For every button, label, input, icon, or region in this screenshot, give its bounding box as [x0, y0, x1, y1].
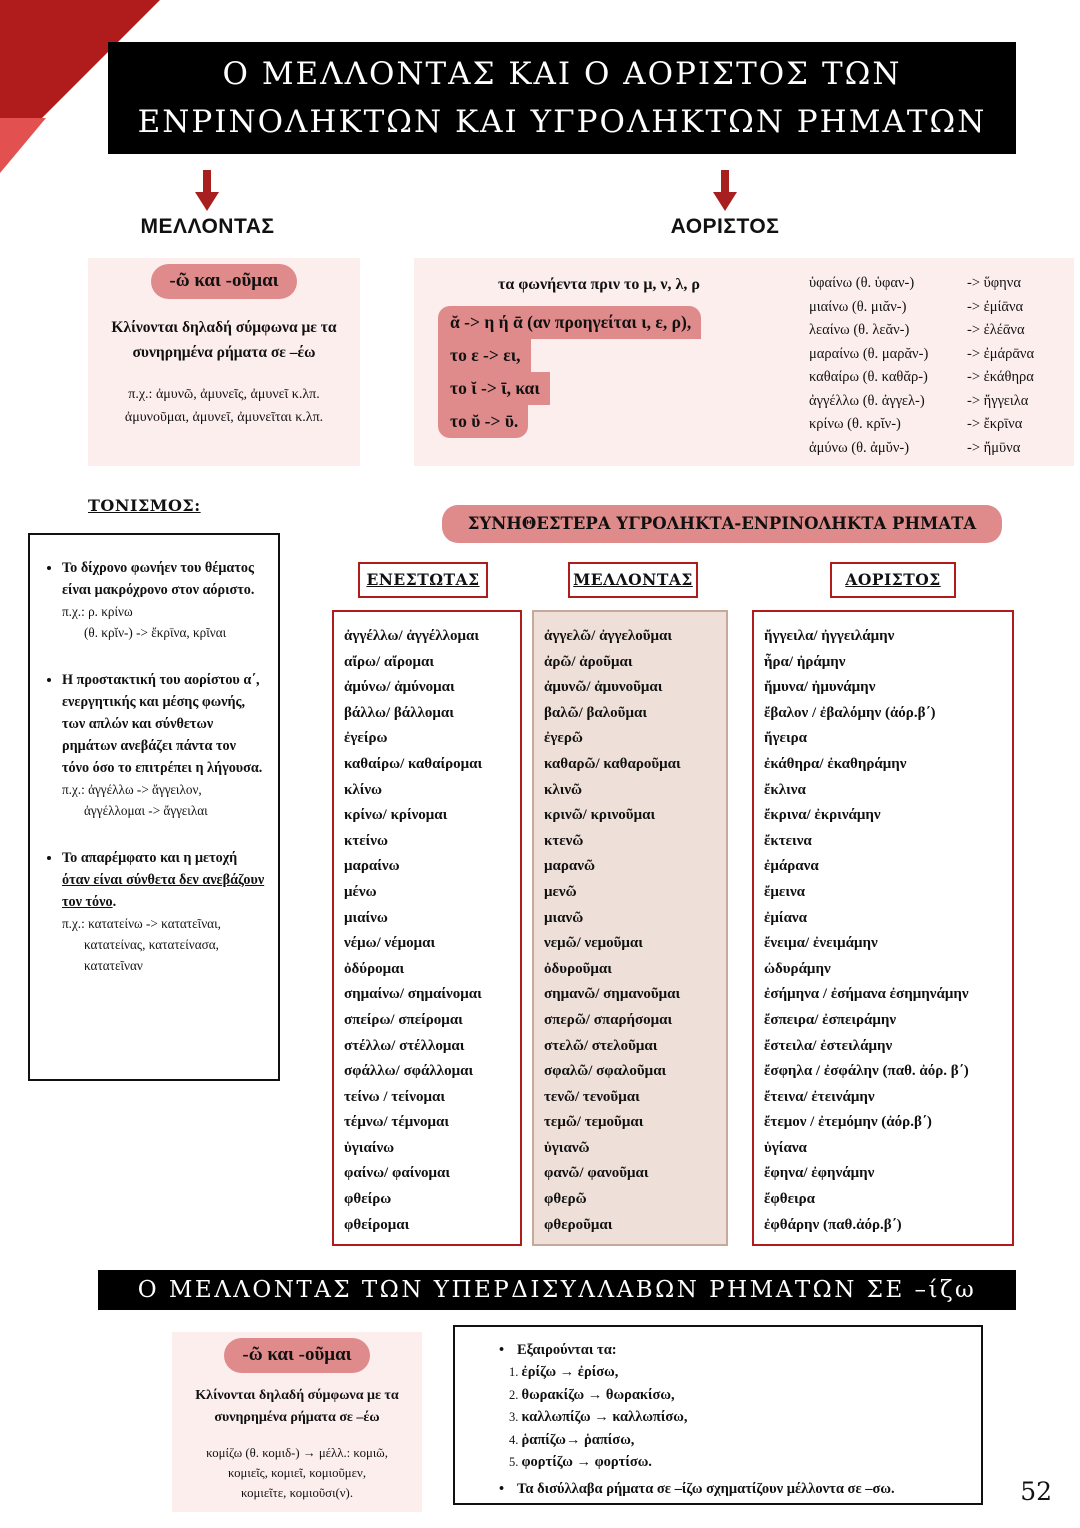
aorist-verb-entry: ἔφηνα/ ἐφηνάμην [764, 1165, 875, 1182]
tonismos-example-line: π.χ.: κατατείνω -> κατατεῖναι, [62, 916, 221, 931]
future-verb-entry: τενῶ/ τενοῦμαι [544, 1088, 640, 1105]
exception-item [469, 1361, 967, 1384]
present-verb-entry: ἐγείρω [344, 730, 388, 747]
aorist-example-verb: καθαίρω (θ. καθᾰρ-) [809, 369, 928, 385]
aorist-verb-entry: ἐμίανα [764, 909, 808, 926]
aorist-verb-entry: ὑγίανα [764, 1139, 807, 1156]
future-panel [88, 258, 360, 466]
aorist-example-form: -> ἐκάθηρα [967, 369, 1034, 385]
present-verb-entry: φθείρομαι [344, 1216, 410, 1233]
aorist-panel [414, 258, 1074, 466]
exception-item [469, 1451, 967, 1474]
future-example-line1: π.χ.: ἀμυνῶ, ἀμυνεῖς, ἀμυνεῖ κ.λπ. [128, 387, 320, 402]
tonismos-example-line: π.χ.: ρ. κρίνω [62, 604, 133, 619]
down-arrow-future-icon [194, 170, 220, 212]
present-verb-entry: τέμνω/ τέμνομαι [344, 1114, 449, 1131]
future-verb-entry: μενῶ [544, 883, 577, 900]
present-verb-entry: ἀγγέλλω/ ἀγγέλλομαι [344, 628, 480, 644]
aorist-example-row [809, 343, 1034, 367]
exception-item-text: φορτίζω → φορτίσω. [521, 1454, 652, 1470]
izo-body-line1: Κλίνονται δηλαδή σύμφωνα με τα [195, 1388, 399, 1403]
aorist-verb-entry: ἔσπειρα/ ἐσπειράμην [764, 1011, 897, 1028]
tonismos-bullet-tail: . [112, 894, 117, 910]
exceptions-footer: • Τα δισύλλαβα ρήματα σε –ίζω σχηματίζουν μέλλοντα σε –σω. [469, 1478, 967, 1500]
future-verb-entry: ὀδυροῦμαι [544, 960, 612, 977]
present-verb-entry: βάλλω/ βάλλομαι [344, 704, 454, 721]
aorist-verb-entry: ἔτεμον / ἐτεμόμην (ἀόρ.β΄) [764, 1114, 932, 1131]
aorist-example-verb: ἀγγέλλω (θ. ἀγγελ-) [809, 392, 925, 409]
tonismos-bullet [62, 847, 266, 976]
exception-item [469, 1429, 967, 1452]
exception-item-text: ἐρίζω → ἐρίσω, [521, 1364, 619, 1380]
aorist-rule-4: το ῠ -> ῡ. [438, 405, 528, 438]
exception-item [469, 1384, 967, 1407]
izo-example-line3: κομιεῖτε, κομιοῦσι(ν). [240, 1486, 354, 1500]
aorist-example-form: -> ἐμίᾱνα [967, 298, 1024, 315]
present-verb-entry: σημαίνω/ σημαίνομαι [344, 986, 482, 1003]
exception-item-number: 3. [509, 1410, 522, 1424]
present-verb-entry: ἀμύνω/ ἀμύνομαι [344, 679, 455, 696]
aorist-verb-entry: ἤγγειλα/ ἠγγειλάμην [764, 628, 895, 644]
aorist-example-form: -> ὕφηνα [967, 275, 1021, 291]
future-verb-entry: σημανῶ/ σημανοῦμαι [544, 986, 681, 1003]
aorist-example-verb: ὑφαίνω (θ. ὑφαν-) [809, 275, 915, 291]
tonismos-example-line: (θ. κρῐν-) -> ἔκρῑνα, κρῖναι [84, 625, 227, 640]
future-verb-entry: ἀρῶ/ ἀροῦμαι [544, 653, 633, 670]
aorist-verb-entry: ἔκρινα/ ἐκρινάμην [764, 807, 881, 824]
present-verb-entry: μαραίνω [344, 858, 400, 875]
page-title-line2: ΕΝΡΙΝΟΛΗΚΤΩΝ ΚΑΙ ΥΓΡΟΛΗΚΤΩΝ ΡΗΜΑΤΩΝ [137, 104, 987, 140]
column-present-verbs [332, 610, 522, 1246]
future-body-line2: συνηρημένα ρήματα σε –έω [132, 344, 316, 361]
table-section-title: ΣΥΝΗΘΕΣΤΕΡΑ ΥΓΡΟΛΗΚΤΑ-ΕΝΡΙΝΟΛΗΚΤΑ ΡΗΜΑΤΑ [442, 505, 1002, 543]
future-verb-entry: καθαρῶ/ καθαροῦμαι [544, 755, 681, 772]
future-verb-entry: μιανῶ [544, 909, 584, 926]
future-verb-entry: νεμῶ/ νεμοῦμαι [544, 935, 643, 952]
column-aorist-verbs [752, 610, 1014, 1246]
tonismos-bullet-list [40, 557, 266, 976]
aorist-rules-block [438, 306, 778, 438]
present-verb-entry: σπείρω/ σπείρομαι [344, 1011, 463, 1028]
aorist-example-row [809, 366, 1034, 390]
aorist-example-verb: λεαίνω (θ. λεᾰν-) [809, 322, 910, 338]
izo-panel [172, 1332, 422, 1512]
tonismos-box [28, 533, 280, 1081]
present-verb-entry: καθαίρω/ καθαίρομαι [344, 755, 483, 772]
exception-item-text: ῥαπίζω→ ῥαπίσω, [521, 1431, 635, 1448]
aorist-verb-entry: ἐμάρανα [764, 858, 819, 875]
present-verb-entry: μένω [344, 883, 377, 900]
tonismos-bullet [62, 557, 266, 643]
corner-triangle-light [0, 118, 46, 173]
exception-item-text: καλλωπίζω → καλλωπίσω, [521, 1409, 688, 1425]
tonismos-bullet-text: Το απαρέμφατο και η μετοχή [62, 850, 238, 866]
future-verb-entry: ὑγιανῶ [544, 1139, 590, 1156]
present-verb-entry: στέλλω/ στέλλομαι [344, 1037, 465, 1054]
page-title-banner [108, 42, 1016, 154]
aorist-rule-1: ᾰ -> η ή ᾱ (αν προηγείται ι, ε, ρ), [438, 306, 701, 339]
exceptions-box [453, 1325, 983, 1505]
aorist-example-row [809, 272, 1034, 296]
future-verb-entry: στελῶ/ στελοῦμαι [544, 1037, 658, 1054]
future-verb-entry: ἐγερῶ [544, 730, 583, 747]
future-example-line2: ἀμυνοῦμαι, ἀμυνεῖ, ἀμυνεῖται κ.λπ. [124, 410, 324, 425]
future-verb-entry: τεμῶ/ τεμοῦμαι [544, 1114, 644, 1131]
aorist-subtitle: τα φωνήεντα πριν το μ, ν, λ, ρ [498, 276, 700, 293]
tonismos-bullet-text: Το δίχρονο φωνήεν του θέματος είναι μακρόχρονο στον αόριστο. [62, 560, 255, 598]
aorist-example-row [809, 437, 1034, 461]
aorist-verb-entry: ἔνειμα/ ἐνειμάμην [764, 935, 878, 952]
aorist-verb-entry: ἔβαλον / ἐβαλόμην (ἀόρ.β΄) [764, 704, 936, 721]
present-verb-entry: μιαίνω [344, 909, 388, 926]
future-verb-entry: ἀμυνῶ/ ἀμυνοῦμαι [544, 679, 663, 696]
aorist-verb-entry: ἔτεινα/ ἐτεινάμην [764, 1088, 875, 1105]
aorist-verb-entry: ἔμεινα [764, 883, 806, 900]
exceptions-item-list [469, 1361, 967, 1474]
future-verb-entry: ἀγγελῶ/ ἀγγελοῦμαι [544, 628, 673, 644]
aorist-example-form: -> ἐλέᾱνα [967, 322, 1025, 338]
present-verb-entry: τείνω / τείνομαι [344, 1088, 446, 1105]
tonismos-label: ΤΟΝΙΣΜΟΣ: [88, 496, 201, 515]
present-verb-entry: αἴρω/ αἴρομαι [344, 653, 435, 670]
future-verb-entry: κλινῶ [544, 781, 583, 798]
present-verb-entry: φθείρω [344, 1191, 392, 1208]
aorist-verb-entry: ἔκλινα [764, 781, 806, 798]
exception-item-number: 1. [509, 1365, 522, 1379]
present-verb-entry: κρίνω/ κρίνομαι [344, 807, 448, 824]
aorist-verb-entry: ἔστειλα/ ἐστειλάμην [764, 1037, 893, 1054]
aorist-heading: ΑΟΡΙΣΤΟΣ [670, 215, 780, 238]
aorist-verb-entry: ἤμυνα/ ἠμυνάμην [764, 679, 876, 696]
aorist-example-verb: μαραίνω (θ. μαρᾰν-) [809, 345, 929, 362]
exception-item-number: 5. [509, 1455, 522, 1469]
tonismos-example-line: ἀγγέλλομαι -> ἄγγειλαι [84, 803, 208, 818]
column-header-aorist: ΑΟΡΙΣΤΟΣ [830, 562, 956, 598]
tonismos-example-line: κατατείνας, κατατείνασα, [84, 937, 219, 952]
future-verb-entry: κτενῶ [544, 832, 584, 849]
future-pill-label: -ῶ και -οῦμαι [151, 264, 296, 299]
aorist-example-verb: μιαίνω (θ. μιᾰν-) [809, 298, 907, 315]
present-verb-entry: κλίνω [344, 781, 383, 798]
aorist-verb-entry: ὠδυράμην [764, 960, 831, 977]
izo-body-line2: συνηρημένα ρήματα σε –έω [214, 1410, 380, 1425]
future-verb-entry: μαρανῶ [544, 858, 595, 875]
tonismos-bullet-underlined: όταν είναι σύνθετα δεν ανεβάζουν τον τόνο [62, 872, 265, 910]
future-heading: ΜΕΛΛΟΝΤΑΣ [140, 215, 275, 238]
izo-example-line1: κομίζω (θ. κομιδ-) → μέλλ.: κομιῶ, [206, 1446, 388, 1460]
column-header-future: ΜΕΛΛΟΝΤΑΣ [568, 562, 698, 598]
future-body-line1: Κλίνονται δηλαδή σύμφωνα με τα [111, 319, 337, 336]
izo-pill-label: -ῶ και -οῦμαι [224, 1338, 369, 1373]
present-verb-entry: σφάλλω/ σφάλλομαι [344, 1063, 474, 1080]
aorist-example-row [809, 296, 1034, 320]
present-verb-entry: ὑγιαίνω [344, 1139, 395, 1156]
future-verb-entry: σπερῶ/ σπαρήσομαι [544, 1011, 673, 1028]
exceptions-intro: • Εξαιρούνται τα: [469, 1339, 967, 1361]
aorist-verb-entry: ἔκτεινα [764, 832, 812, 849]
future-verb-entry: σφαλῶ/ σφαλοῦμαι [544, 1063, 667, 1080]
exception-item [469, 1406, 967, 1429]
tonismos-bullet [62, 669, 266, 821]
tonismos-example-line: κατατεῖναν [84, 958, 143, 973]
column-future-verbs [532, 610, 728, 1246]
aorist-example-row [809, 319, 1034, 343]
aorist-verb-entry: ἔφθειρα [764, 1191, 816, 1208]
aorist-verb-entry: ἐφθάρην (παθ.ἀόρ.β΄) [764, 1216, 902, 1233]
page-number: 52 [1020, 1477, 1052, 1506]
aorist-rule-3: το ῐ -> ῑ, και [438, 372, 550, 405]
present-verb-entry: κτείνω [344, 832, 388, 849]
future-verb-entry: φθεροῦμαι [544, 1216, 613, 1233]
exception-item-text: θωρακίζω → θωρακίσω, [521, 1386, 675, 1403]
aorist-example-list [809, 272, 1034, 460]
tonismos-example-line: π.χ.: ἀγγέλλω -> ἄγγειλον, [62, 782, 202, 797]
aorist-verb-entry: ἐσήμηνα / ἐσήμανα ἐσημηνάμην [764, 986, 969, 1003]
aorist-verb-entry: ἦρα/ ἠράμην [764, 653, 846, 670]
exception-item-number: 2. [509, 1387, 522, 1402]
present-verb-entry: φαίνω/ φαίνομαι [344, 1165, 451, 1182]
aorist-example-row [809, 390, 1034, 414]
future-verb-entry: φθερῶ [544, 1191, 587, 1208]
future-verb-entry: φανῶ/ φανοῦμαι [544, 1165, 649, 1182]
tonismos-bullet-text: Η προστακτική του αορίστου α΄, ενεργητικής και μέσης φωνής, των απλών και σύνθετων ρημάτων ανεβάζει πάντα τον τόνο όσο το επιτρέπει η λήγουσα. [62, 672, 263, 776]
aorist-example-form: -> ἤμῡνα [967, 439, 1021, 456]
bottom-section-banner: Ο ΜΕΛΛΟΝΤΑΣ ΤΩΝ ΥΠΕΡΔΙΣΥΛΛΑΒΩΝ ΡΗΜΑΤΩΝ ΣΕ –ίζω [98, 1270, 1016, 1310]
future-verb-entry: κρινῶ/ κρινοῦμαι [544, 807, 656, 824]
aorist-verb-entry: ἐκάθηρα/ ἐκαθηράμην [764, 755, 907, 772]
exception-item-number: 4. [509, 1432, 522, 1447]
aorist-verb-entry: ἔσφηλα / ἐσφάλην (παθ. ἀόρ. β΄) [764, 1063, 969, 1080]
aorist-example-verb: κρίνω (θ. κρῐν-) [809, 416, 901, 432]
present-verb-entry: νέμω/ νέμομαι [344, 935, 436, 952]
column-header-present: ΕΝΕΣΤΩΤΑΣ [358, 562, 488, 598]
future-verb-entry: βαλῶ/ βαλοῦμαι [544, 704, 647, 721]
present-verb-entry: ὀδύρομαι [344, 960, 405, 977]
down-arrow-aorist-icon [712, 170, 738, 212]
aorist-example-form: -> ἤγγειλα [967, 392, 1029, 409]
aorist-verb-entry: ἤγειρα [764, 730, 807, 747]
izo-example-line2: κομιεῖς, κομιεῖ, κομιοῦμεν, [227, 1466, 367, 1480]
aorist-example-form: -> ἔκρῑνα [967, 416, 1023, 432]
aorist-example-form: -> ἐμάρᾱνα [967, 345, 1035, 362]
aorist-example-verb: ἀμύνω (θ. ἀμῠν-) [809, 439, 910, 456]
page-title-line1: Ο ΜΕΛΛΟΝΤΑΣ ΚΑΙ Ο ΑΟΡΙΣΤΟΣ ΤΩΝ [222, 56, 902, 92]
aorist-example-row [809, 413, 1034, 437]
aorist-rule-2: το ε -> ει, [438, 339, 531, 372]
